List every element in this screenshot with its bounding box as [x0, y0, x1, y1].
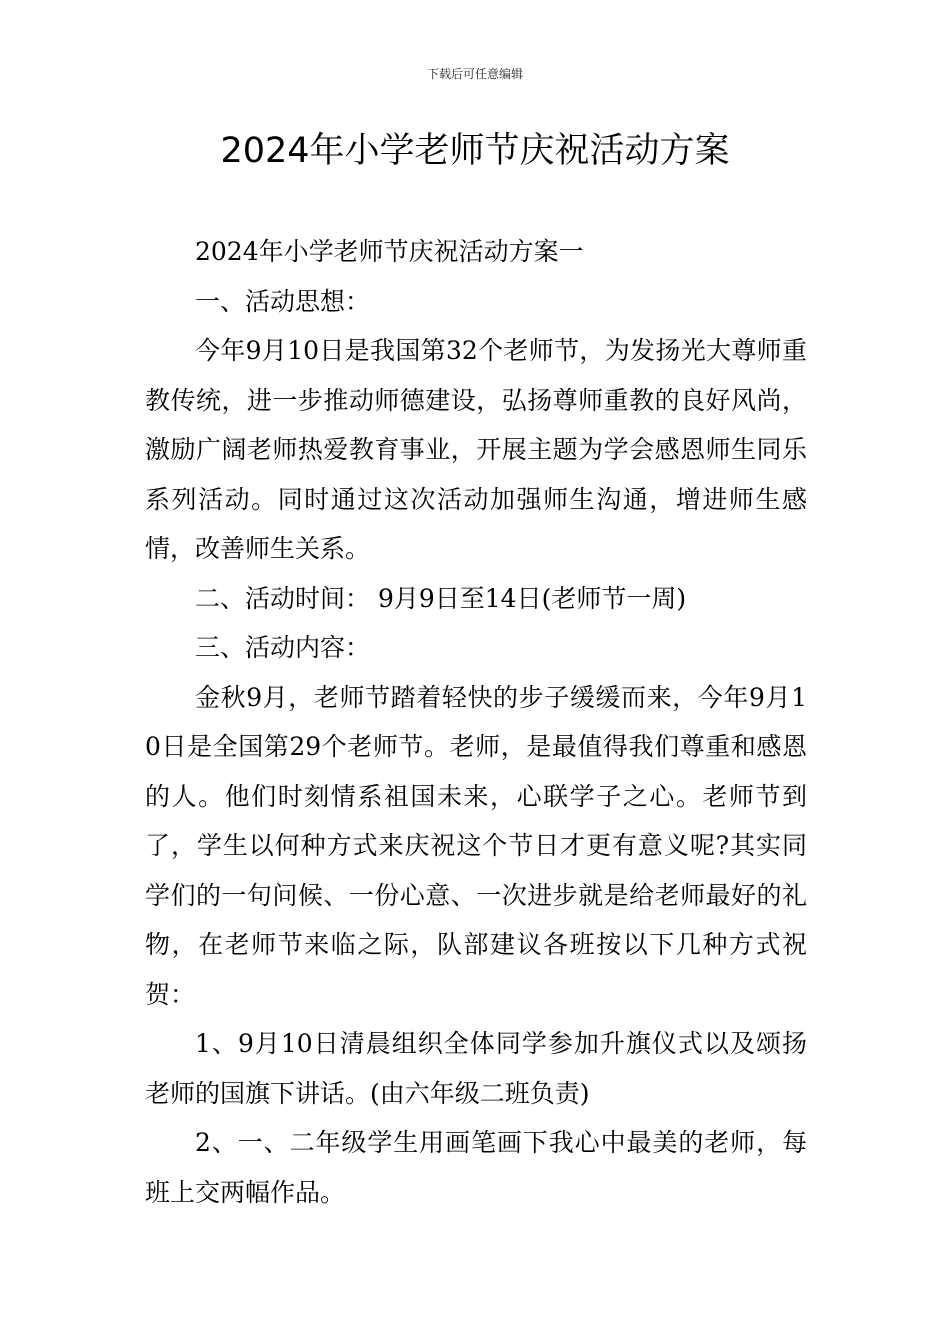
header-note: 下载后可任意编辑	[426, 67, 523, 81]
paragraph-plan-subtitle: 2024年小学老师节庆祝活动方案一	[195, 237, 584, 266]
paragraph-activity-idea: 今年9月10日是我国第32个老师节，为发扬光大尊师重教传统，进一步推动师德建设，弘扬尊师重教的良好风尚，激励广阔老师热爱教育事业，开展主题为学会感恩师生同乐系列活动。同时通过这次活动加强师生沟通，增进师生感情，改善师生关系。	[145, 336, 807, 563]
paragraph-activity-content: 金秋9月，老师节踏着轻快的步子缓缓而来，今年9月10日是全国第29个老师节。老师，是最值得我们尊重和感恩的人。他们时刻情系祖国未来，心联学子之心。老师节到了，学生以何种方式来庆祝这个节日才更有意义呢?其实同学们的一句问候、一份心意、一次进步就是给老师最好的礼物，在老师节来临之际，队部建议各班按以下几种方式祝贺：	[145, 682, 807, 1009]
document-body	[145, 227, 807, 1217]
paragraph-section-3-heading: 三、活动内容：	[195, 633, 371, 662]
paragraph-item-2: 2、一、二年级学生用画笔画下我心中最美的老师，每班上交两幅作品。	[145, 1128, 807, 1207]
document-title: 2024年小学老师节庆祝活动方案	[220, 131, 730, 171]
paragraph-activity-time: 二、活动时间： 9月9日至14日(老师节一周)	[195, 583, 687, 613]
paragraph-item-1: 1、9月10日清晨组织全体同学参加升旗仪式以及颂扬老师的国旗下讲话。(由六年级二班负责)	[145, 1029, 807, 1108]
paragraph-section-1-heading: 一、活动思想：	[195, 286, 371, 316]
